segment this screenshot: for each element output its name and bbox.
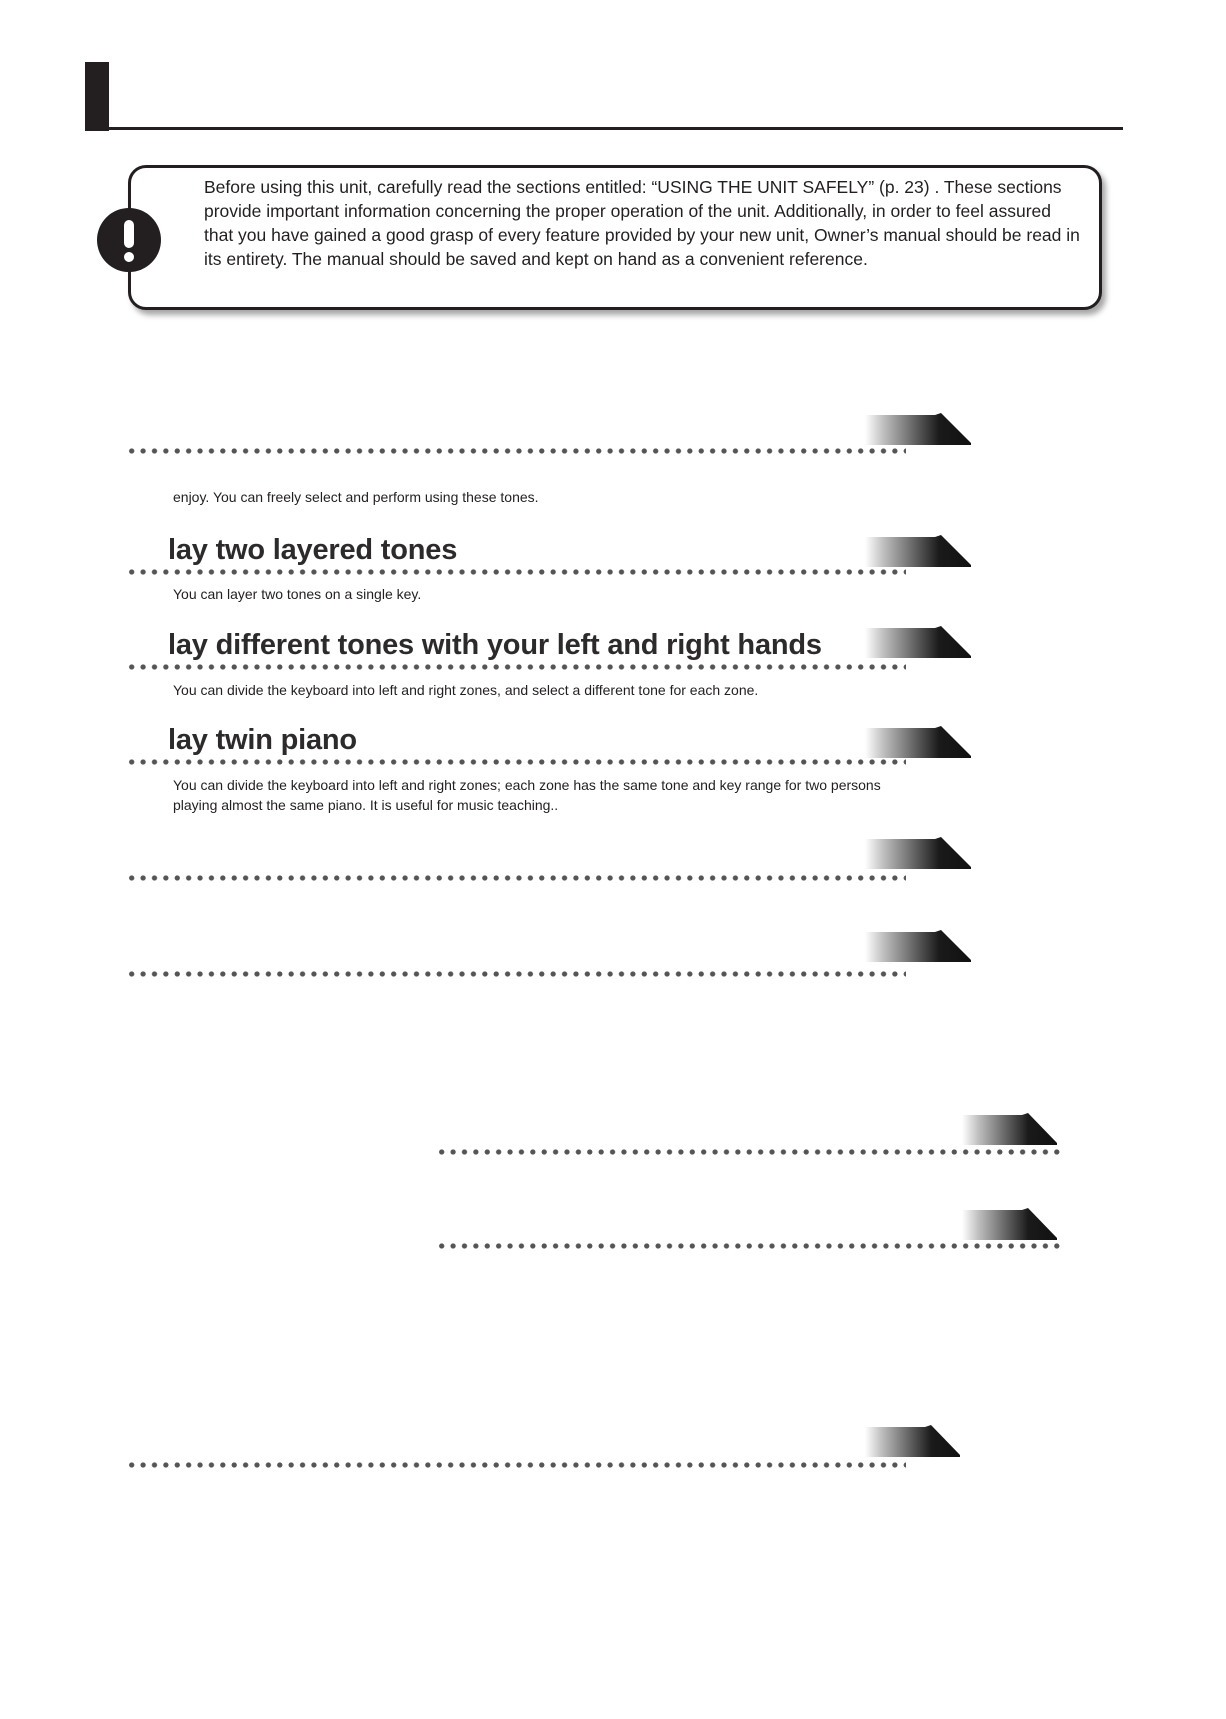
page-ref-tab [865,726,971,758]
dotted-leader [126,664,906,670]
dotted-leader [126,448,906,454]
page-ref-tab [865,535,971,567]
dotted-leader [126,1462,906,1468]
page-ref-tab [962,1113,1057,1145]
dotted-leader [126,759,906,765]
dotted-leader [436,1149,1064,1155]
feature-heading: lay different tones with your left and right hands [168,629,822,661]
header-rule [85,127,1123,130]
feature-description: enjoy. You can freely select and perform using these tones. [173,489,539,505]
page-ref-tab [865,626,971,658]
dotted-leader [436,1243,1064,1249]
feature-heading: lay twin piano [168,724,357,756]
notice-text: Before using this unit, carefully read the sections entitled: “USING THE UNIT SAFELY” (p. 23) . These sections provide important information concerning the proper operation of the unit. Additionally, in order to feel assured that you have gained a good grasp of every feature provided by your new unit, Owner’s manual should be read in its entirety. The manual should be saved and kept on hand as a convenient reference. [204,177,1080,269]
feature-description: You can divide the keyboard into left and right zones, and select a different tone for each zone. [173,682,759,698]
dotted-leader [126,569,906,575]
dotted-leader [126,875,906,881]
dotted-leader [126,971,906,977]
feature-description: You can layer two tones on a single key. [173,586,422,602]
page-ref-tab [962,1208,1057,1240]
header-block [85,62,109,131]
page-ref-tab [865,413,971,445]
page-ref-tab [865,1425,960,1457]
exclamation-icon [97,208,161,272]
feature-heading: lay two layered tones [168,534,458,566]
page-ref-tab [865,930,971,962]
feature-description: You can divide the keyboard into left and right zones; each zone has the same tone and key range for two persons playing almost the same piano. It is useful for music teaching.. [173,777,881,813]
page-ref-tab [865,837,971,869]
